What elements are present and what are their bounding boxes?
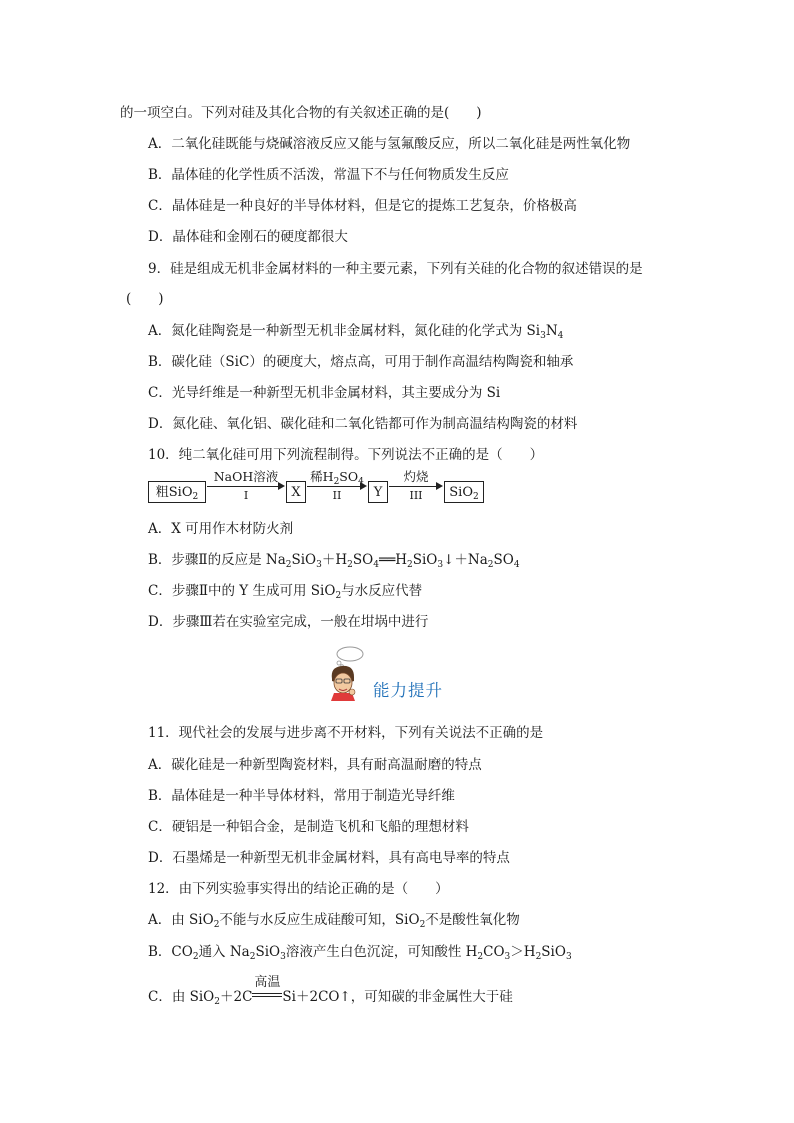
q11-stem: 11．现代社会的发展与进步离不开材料，下列有关说法不正确的是 bbox=[148, 725, 544, 741]
q11-option-b: B．晶体硅是一种半导体材料，常用于制造光导纤维 bbox=[148, 788, 455, 804]
flow-step2-number: II bbox=[332, 489, 342, 502]
flow-step3-reagent: 灼烧 bbox=[403, 469, 429, 484]
q9-option-d: D．氮化硅、氧化铝、碳化硅和二氧化锆都可作为制高温结构陶瓷的材料 bbox=[148, 416, 578, 432]
q8-option-d: D．晶体硅和金刚石的硬度都很大 bbox=[148, 229, 348, 245]
flow-box-sio2: SiO$_2$ bbox=[444, 481, 484, 503]
q11-option-c: C．硬铝是一种铝合金，是制造飞机和飞船的理想材料 bbox=[148, 819, 469, 835]
q12-stem: 12．由下列实验事实得出的结论正确的是（ ） bbox=[148, 881, 449, 897]
reaction-condition: 高温 bbox=[252, 988, 282, 1006]
q9-option-c: C．光导纤维是一种新型无机非金属材料，其主要成分为 Si bbox=[148, 385, 501, 401]
q9-answer-paren: ( ) bbox=[126, 291, 164, 307]
q10-option-d: D．步骤Ⅲ若在实验室完成，一般在坩埚中进行 bbox=[148, 614, 429, 630]
q12-option-b: B．$CO_2$通入 $Na_2SiO_3$溶液产生白色沉淀，可知酸性 $H_2CO_3>H_2SiO_3$ bbox=[148, 944, 572, 962]
q11-option-a: A．碳化硅是一种新型陶瓷材料，具有耐高温耐磨的特点 bbox=[148, 757, 482, 773]
flow-box-y: Y bbox=[368, 481, 388, 503]
flow-step1-reagent: NaOH溶液 bbox=[213, 469, 279, 484]
q10-option-a: A．X 可用作木材防火剂 bbox=[148, 521, 294, 537]
section-title: 能力提升 bbox=[373, 681, 443, 700]
q12-option-a: A．由 SiO$_2$不能与水反应生成硅酸可知，SiO$_2$不是酸性氧化物 bbox=[148, 912, 520, 930]
q9-stem: 9．硅是组成无机非金属材料的一种主要元素，下列有关硅的化合物的叙述错误的是 bbox=[148, 261, 643, 277]
flow-box-crude-sio2: 粗SiO$_2$ bbox=[148, 481, 206, 503]
q8-option-a: A．二氧化硅既能与烧碱溶液反应又能与氢氟酸反应，所以二氧化硅是两性氧化物 bbox=[148, 136, 631, 152]
q8-option-c: C．晶体硅是一种良好的半导体材料，但是它的提炼工艺复杂，价格极高 bbox=[148, 198, 577, 214]
q10-stem: 10．纯二氧化硅可用下列流程制得。下列说法不正确的是（ ） bbox=[148, 447, 544, 463]
flow-arrow-step2 bbox=[307, 470, 367, 510]
q10-option-c: C．步骤Ⅱ中的 Y 生成可用 SiO$_2$与水反应代替 bbox=[148, 583, 423, 601]
flow-arrow-step1 bbox=[207, 470, 285, 510]
q11-option-d: D．石墨烯是一种新型无机非金属材料，具有高电导率的特点 bbox=[148, 850, 510, 866]
flow-step1-number: I bbox=[243, 489, 249, 502]
q10-option-b: B．步骤Ⅱ的反应是 $Na_2SiO_3+H_2SO_4══H_2SiO_3↓+Na_2SO_4$ bbox=[148, 552, 520, 570]
flow-box-x: X bbox=[286, 481, 306, 503]
q12-option-c: C．由 SiO$_2$＋2C 高温 Si＋2CO↑，可知碳的非金属性大于硅 bbox=[148, 975, 513, 1007]
q9-option-b: B．碳化硅（SiC）的硬度大，熔点高，可用于制作高温结构陶瓷和轴承 bbox=[148, 354, 574, 370]
q9-option-a: A．氮化硅陶瓷是一种新型无机非金属材料，氮化硅的化学式为 $Si_3N_4$ bbox=[148, 323, 564, 341]
flow-arrow-step3 bbox=[389, 470, 443, 510]
q8-option-b: B．晶体硅的化学性质不活泼，常温下不与任何物质发生反应 bbox=[148, 167, 509, 183]
thinking-kid-icon bbox=[328, 645, 368, 701]
flow-step3-number: III bbox=[409, 489, 423, 502]
section-banner bbox=[340, 645, 460, 705]
flow-step2-reagent: 稀$H_2SO_4$ bbox=[310, 469, 364, 487]
q8-stem: 的一项空白。下列对硅及其化合物的有关叙述正确的是( ) bbox=[120, 105, 482, 121]
